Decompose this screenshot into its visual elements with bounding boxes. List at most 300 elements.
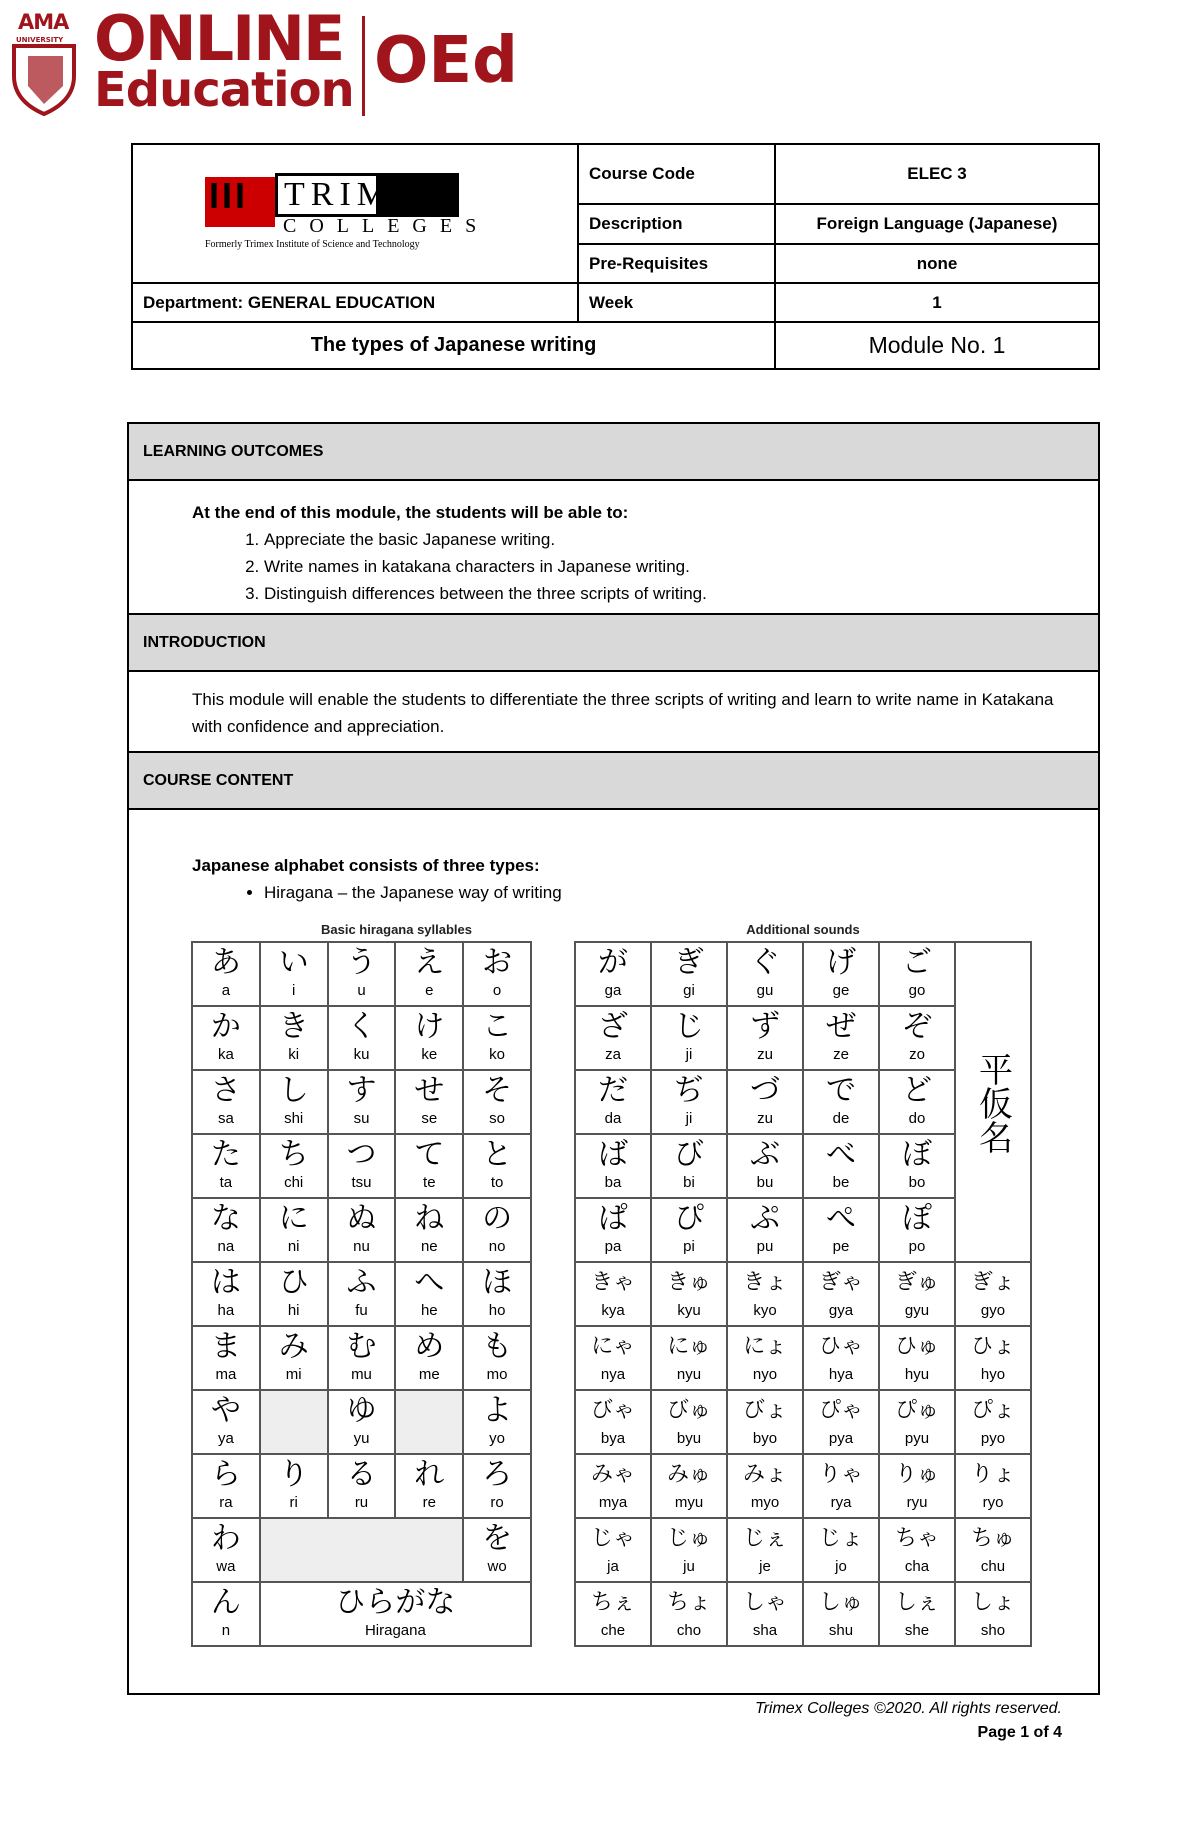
kana-glyph: じゃ: [590, 1526, 635, 1551]
romaji-label: myo: [750, 1494, 780, 1511]
kana-glyph: しぇ: [894, 1590, 939, 1615]
kana-glyph: せ: [414, 1073, 445, 1108]
chart-row: [575, 1518, 1031, 1582]
kana-glyph: は: [210, 1265, 241, 1300]
romaji-label: ze: [833, 1046, 849, 1063]
kana-glyph: に: [278, 1201, 309, 1236]
kana-cell: [955, 1454, 1031, 1518]
kana-cell: [879, 1198, 955, 1262]
kana-cell: [803, 1198, 879, 1262]
kana-cell: [727, 1454, 803, 1518]
kana-glyph: ぴゅ: [894, 1398, 939, 1423]
kana-cell: [192, 1390, 260, 1454]
romaji-label: jo: [835, 1558, 847, 1575]
kana-cell: [395, 1262, 463, 1326]
outcome-item: 3. Distinguish differences between the three scripts of writing.: [264, 580, 1098, 607]
kana-cell: [463, 942, 531, 1006]
kana-glyph: びょ: [742, 1398, 787, 1423]
romaji-label: su: [353, 1110, 370, 1127]
kana-cell: [328, 1454, 396, 1518]
kana-glyph: じゅ: [666, 1526, 711, 1551]
kana-glyph: りゃ: [818, 1462, 863, 1487]
chart-row: [192, 1582, 531, 1646]
kana-cell: [803, 1006, 879, 1070]
kana-cell: [803, 1454, 879, 1518]
romaji-label: nu: [353, 1238, 370, 1255]
logo-divider: [362, 16, 365, 116]
romaji-label: po: [908, 1238, 926, 1255]
romaji-label: ke: [421, 1046, 438, 1063]
kana-cell: [260, 1134, 328, 1198]
kana-glyph: ぎ: [674, 945, 704, 980]
kana-cell: [955, 1582, 1031, 1646]
kana-glyph: ば: [598, 1137, 628, 1172]
romaji-label: pya: [828, 1430, 854, 1447]
romaji-label: yu: [353, 1430, 370, 1447]
kana-glyph: びゅ: [666, 1398, 711, 1423]
romaji-label: zu: [757, 1110, 773, 1127]
course-content-section: Japanese alphabet consists of three types: • Hiragana – the Japanese way of writing: [129, 810, 1098, 906]
romaji-label: nyo: [752, 1366, 778, 1383]
romaji-label: he: [420, 1302, 438, 1319]
chart-row: [192, 1390, 531, 1454]
chart-row: [192, 1454, 531, 1518]
kana-cell: [192, 1134, 260, 1198]
kana-glyph: そ: [482, 1073, 513, 1108]
kana-cell: [651, 1390, 727, 1454]
kana-cell: [879, 1134, 955, 1198]
kana-glyph: ちゅ: [970, 1526, 1015, 1551]
kana-glyph: さ: [210, 1073, 241, 1108]
kana-glyph: ぜ: [826, 1009, 856, 1044]
kana-cell: [879, 1582, 955, 1646]
chart-row: [575, 1582, 1031, 1646]
kana-cell: [727, 1390, 803, 1454]
kana-cell: [463, 1326, 531, 1390]
kana-cell: [955, 1390, 1031, 1454]
romaji-label: ru: [354, 1494, 369, 1511]
kana-cell: [879, 942, 955, 1006]
kana-glyph: ちゃ: [894, 1526, 939, 1551]
kana-glyph: べ: [826, 1137, 856, 1172]
kana-glyph: の: [482, 1201, 513, 1236]
kana-cell: [955, 1518, 1031, 1582]
kana-cell: [575, 1326, 651, 1390]
kana-glyph: ぼ: [902, 1137, 932, 1172]
romaji-label: ma: [215, 1366, 237, 1383]
kana-glyph: け: [414, 1009, 445, 1044]
kana-glyph: ほ: [482, 1265, 513, 1300]
romaji-label: rya: [830, 1494, 852, 1511]
kana-cell: [879, 1454, 955, 1518]
romaji-label: ya: [217, 1430, 234, 1447]
kana-glyph: ち: [278, 1137, 309, 1172]
romaji-label: zo: [909, 1046, 925, 1063]
kana-glyph: ら: [210, 1457, 241, 1492]
kana-cell: [727, 1262, 803, 1326]
hiragana-kanji-label: 平仮名: [955, 942, 1031, 1262]
kana-glyph: きょ: [742, 1270, 787, 1295]
chart-row: [575, 1454, 1031, 1518]
chart-row: [192, 1262, 531, 1326]
kana-glyph: ぎゃ: [818, 1270, 863, 1295]
kana-cell: [803, 1070, 879, 1134]
kana-glyph: じ: [674, 1009, 704, 1044]
kana-cell: [328, 1070, 396, 1134]
romaji-label: nya: [600, 1366, 626, 1383]
kana-cell: [463, 1454, 531, 1518]
kana-glyph: む: [346, 1329, 377, 1364]
romaji-label: chu: [980, 1558, 1006, 1575]
romaji-label: hyu: [904, 1366, 930, 1383]
kana-glyph: つ: [346, 1137, 377, 1172]
romaji-label: chi: [284, 1174, 304, 1191]
kana-cell: [328, 942, 396, 1006]
kana-glyph: す: [346, 1073, 377, 1108]
kana-glyph: みょ: [742, 1462, 787, 1487]
kana-glyph: ろ: [482, 1457, 513, 1492]
kana-cell: [463, 1134, 531, 1198]
course-content-heading: COURSE CONTENT: [129, 753, 1098, 810]
romaji-label: to: [490, 1174, 504, 1191]
kana-cell: [651, 1262, 727, 1326]
kana-glyph: み: [278, 1329, 309, 1364]
kana-cell: [651, 1582, 727, 1646]
romaji-label: wo: [487, 1558, 507, 1575]
romaji-label: de: [832, 1110, 850, 1127]
kana-cell: [328, 1198, 396, 1262]
romaji-label: ho: [488, 1302, 506, 1319]
kana-glyph: ひ: [278, 1265, 309, 1300]
learning-outcomes-heading: LEARNING OUTCOMES: [129, 424, 1098, 481]
romaji-label: ju: [683, 1558, 695, 1575]
kana-glyph: ぶ: [750, 1137, 780, 1172]
kana-glyph: ぎゅ: [894, 1270, 939, 1295]
kana-cell: [879, 1518, 955, 1582]
chart-row: [575, 1262, 1031, 1326]
kana-cell: [575, 1198, 651, 1262]
kana-cell: [879, 1326, 955, 1390]
kana-glyph: にゃ: [591, 1334, 635, 1359]
kana-cell: [463, 1262, 531, 1326]
romaji-label: te: [423, 1174, 436, 1191]
romaji-label: ba: [604, 1174, 622, 1191]
romaji-label: pi: [683, 1238, 695, 1255]
kana-cell: [727, 1006, 803, 1070]
kana-glyph: ひょ: [970, 1334, 1015, 1359]
empty-cell: [395, 1390, 463, 1454]
kana-cell: [727, 942, 803, 1006]
romaji-label: ji: [685, 1046, 693, 1063]
kana-glyph: え: [414, 945, 445, 980]
kana-glyph: ど: [902, 1073, 932, 1108]
romaji-label: so: [489, 1110, 506, 1127]
kana-glyph: ね: [414, 1201, 445, 1236]
romaji-label: wa: [216, 1558, 236, 1575]
kana-cell: [192, 1262, 260, 1326]
kana-cell: [463, 1070, 531, 1134]
kana-cell: [651, 942, 727, 1006]
romaji-label: gyo: [980, 1302, 1006, 1319]
kana-glyph: ぷ: [750, 1201, 780, 1236]
romaji-label: hyo: [980, 1366, 1006, 1383]
kana-glyph: ふ: [346, 1265, 377, 1300]
kana-cell: [260, 1070, 328, 1134]
kana-glyph: り: [278, 1457, 309, 1492]
kana-cell: [260, 1006, 328, 1070]
romaji-label: pu: [756, 1238, 774, 1255]
kana-glyph: ひゅ: [894, 1334, 939, 1359]
romaji-label: byo: [752, 1430, 778, 1447]
outcome-item: 2. Write names in katakana characters in Japanese writing.: [264, 553, 1098, 580]
kana-glyph: を: [482, 1521, 513, 1556]
romaji-label: ne: [420, 1238, 438, 1255]
romaji-label: n: [221, 1622, 231, 1639]
romaji-label: cho: [676, 1622, 702, 1639]
kana-glyph: と: [482, 1137, 513, 1172]
kana-glyph: こ: [482, 1009, 513, 1044]
kana-cell: [651, 1070, 727, 1134]
online-education-logo: AMA UNIVERSITY ONLINE Education OEd: [8, 6, 528, 116]
kana-glyph: にょ: [743, 1334, 787, 1359]
kana-cell: [260, 1262, 328, 1326]
kana-glyph: ちょ: [666, 1590, 711, 1615]
kana-glyph: よ: [482, 1393, 513, 1428]
page-number: Page 1 of 4: [977, 1724, 1062, 1741]
kana-cell: [955, 1326, 1031, 1390]
kana-cell: [395, 1326, 463, 1390]
kana-cell: [260, 942, 328, 1006]
ama-logo-text: AMA: [18, 10, 69, 34]
romaji-label: che: [600, 1622, 626, 1639]
kana-glyph: ん: [210, 1585, 241, 1620]
kana-glyph: ぽ: [902, 1201, 932, 1236]
chart-row: [192, 1198, 531, 1262]
kana-glyph: にゅ: [667, 1334, 711, 1359]
romaji-label: gya: [828, 1302, 854, 1319]
outcome-item: 1. Appreciate the basic Japanese writing.: [264, 526, 1098, 553]
kana-glyph: ま: [210, 1329, 241, 1364]
chart-row: [192, 1518, 531, 1582]
kana-cell: [575, 1390, 651, 1454]
kana-cell: [803, 1390, 879, 1454]
kana-glyph: ぱ: [598, 1201, 628, 1236]
romaji-label: fu: [355, 1302, 368, 1319]
romaji-label: a: [221, 982, 231, 999]
romaji-label: se: [421, 1110, 438, 1127]
kana-glyph: め: [414, 1329, 445, 1364]
romaji-label: mo: [486, 1366, 508, 1383]
kana-glyph: か: [210, 1009, 241, 1044]
basic-hiragana-chart: [191, 941, 532, 1647]
kana-glyph: し: [278, 1073, 309, 1108]
kana-glyph: で: [826, 1073, 856, 1108]
kana-cell: [395, 1454, 463, 1518]
romaji-label: ra: [219, 1494, 233, 1511]
romaji-label: da: [604, 1110, 622, 1127]
romaji-label: gi: [683, 982, 695, 999]
kana-cell: [192, 1518, 260, 1582]
kana-cell: [395, 1198, 463, 1262]
kana-glyph: う: [346, 945, 377, 980]
kana-cell: [192, 1454, 260, 1518]
kana-glyph: び: [674, 1137, 704, 1172]
kana-cell: [463, 1390, 531, 1454]
romaji-label: pe: [832, 1238, 850, 1255]
romaji-label: no: [488, 1238, 506, 1255]
kana-cell: [575, 1070, 651, 1134]
kana-glyph: お: [482, 945, 513, 980]
romaji-label: za: [605, 1046, 621, 1063]
kana-cell: [463, 1518, 531, 1582]
chart-row: [575, 1326, 1031, 1390]
university-logo-text: UNIVERSITY: [16, 36, 64, 44]
romaji-label: sha: [752, 1622, 778, 1639]
romaji-label: kyo: [753, 1302, 777, 1319]
romaji-label: bi: [683, 1174, 695, 1191]
chart-row: [192, 1006, 531, 1070]
kana-cell: [803, 1518, 879, 1582]
kana-cell: [651, 1518, 727, 1582]
kana-cell: [463, 1198, 531, 1262]
chart-row: [192, 1326, 531, 1390]
kana-cell: [395, 1006, 463, 1070]
kana-cell: [879, 1070, 955, 1134]
romaji-label: bya: [600, 1430, 626, 1447]
kana-cell: [328, 1262, 396, 1326]
kana-cell: [803, 1582, 879, 1646]
kana-glyph: ちぇ: [590, 1590, 635, 1615]
kana-cell: [879, 1262, 955, 1326]
kana-glyph: みゃ: [590, 1462, 635, 1487]
kana-glyph: きゅ: [666, 1270, 711, 1295]
kana-glyph: た: [210, 1137, 241, 1172]
kana-glyph: きゃ: [590, 1270, 635, 1295]
kana-cell: [328, 1390, 396, 1454]
kana-cell: [651, 1134, 727, 1198]
bullet-hiragana: • Hiragana – the Japanese way of writing: [264, 879, 1098, 906]
kana-cell: [575, 1518, 651, 1582]
kana-cell: [192, 1070, 260, 1134]
kana-glyph: く: [346, 1009, 377, 1044]
kana-cell: [651, 1326, 727, 1390]
kana-cell: [803, 942, 879, 1006]
kana-cell: [575, 1006, 651, 1070]
romaji-label: ryo: [982, 1494, 1004, 1511]
kana-glyph: ぴょ: [970, 1398, 1015, 1423]
romaji-label: ki: [288, 1046, 300, 1063]
romaji-label: ji: [685, 1110, 693, 1127]
kana-glyph: き: [278, 1009, 309, 1044]
chart-row: [575, 1390, 1031, 1454]
trimex-logo-cell: III TRIMEX COLLEGES Formerly Trimex Institute of Science and Technology: [132, 144, 578, 283]
kana-cell: [260, 1454, 328, 1518]
copyright-footer: Trimex Colleges ©2020. All rights reserved.: [754, 1700, 1062, 1717]
romaji-label: ja: [607, 1558, 619, 1575]
romaji-label: je: [759, 1558, 771, 1575]
kana-glyph: い: [278, 945, 309, 980]
romaji-label: be: [832, 1174, 850, 1191]
romaji-label: cha: [904, 1558, 930, 1575]
romaji-label: myu: [674, 1494, 704, 1511]
kana-cell: [192, 1326, 260, 1390]
kana-cell: [575, 1454, 651, 1518]
kana-cell: [803, 1262, 879, 1326]
romaji-label: gyu: [904, 1302, 930, 1319]
romaji-label: byu: [676, 1430, 702, 1447]
kana-cell: [803, 1326, 879, 1390]
chart-row: [575, 942, 1031, 1006]
kana-glyph: りゅ: [894, 1462, 939, 1487]
romaji-label: tsu: [351, 1174, 372, 1191]
kana-cell: [395, 942, 463, 1006]
romaji-label: mya: [598, 1494, 628, 1511]
romaji-label: na: [217, 1238, 235, 1255]
romaji-label: go: [908, 982, 926, 999]
kana-glyph: や: [210, 1393, 241, 1428]
kana-cell: [727, 1198, 803, 1262]
kana-glyph: な: [210, 1201, 241, 1236]
romaji-label: me: [418, 1366, 440, 1383]
kana-glyph: ざ: [598, 1009, 628, 1044]
kana-glyph: しゅ: [818, 1590, 863, 1615]
romaji-label: ni: [287, 1238, 300, 1255]
romaji-label: gu: [756, 982, 774, 999]
kana-cell: [328, 1326, 396, 1390]
romaji-label: ga: [604, 982, 622, 999]
kana-cell: [955, 1262, 1031, 1326]
kana-cell: [727, 1326, 803, 1390]
kana-glyph: ぎょ: [970, 1270, 1015, 1295]
romaji-label: ri: [289, 1494, 298, 1511]
romaji-label: hya: [828, 1366, 854, 1383]
chart-row: [192, 1134, 531, 1198]
romaji-label: do: [908, 1110, 926, 1127]
empty-cell: [260, 1518, 463, 1582]
romaji-label: hi: [287, 1302, 300, 1319]
romaji-label: i: [292, 982, 296, 999]
romaji-label: ko: [489, 1046, 506, 1063]
kana-cell: [575, 1262, 651, 1326]
kana-cell: [651, 1198, 727, 1262]
kana-glyph: ず: [750, 1009, 780, 1044]
romaji-label: sa: [217, 1110, 234, 1127]
romaji-label: kyu: [677, 1302, 701, 1319]
romaji-label: o: [492, 982, 502, 999]
kana-cell: [651, 1006, 727, 1070]
kana-glyph: ぐ: [750, 945, 780, 980]
kana-glyph: びゃ: [590, 1398, 635, 1423]
romaji-label: pa: [604, 1238, 622, 1255]
romaji-label: e: [425, 982, 434, 999]
romaji-label: yo: [489, 1430, 506, 1447]
romaji-label: bu: [756, 1174, 774, 1191]
romaji-label: ka: [217, 1046, 234, 1063]
kana-cell: [463, 1006, 531, 1070]
romaji-label: pyu: [904, 1430, 930, 1447]
kana-cell: [328, 1134, 396, 1198]
kana-cell: [727, 1070, 803, 1134]
kana-cell: [727, 1582, 803, 1646]
kana-cell: [651, 1454, 727, 1518]
romaji-label: ro: [490, 1494, 504, 1511]
course-info-table: III TRIMEX COLLEGES Formerly Trimex Institute of Science and Technology Course Code ELEC 3 Description Foreign Language (Japanese) Pre-Requisites none Department: GENERAL EDUCATION Week 1 The types of Japanese writing Module No. 1: [131, 143, 1100, 370]
kana-cell: [328, 1006, 396, 1070]
romaji-label: mu: [351, 1366, 372, 1383]
introduction-text: This module will enable the students to differentiate the three scripts of writing and learn to write name in Katakana with confidence and appreciation.: [129, 672, 1098, 753]
kana-glyph: ぢ: [674, 1073, 704, 1108]
kana-glyph: ぺ: [826, 1201, 856, 1236]
